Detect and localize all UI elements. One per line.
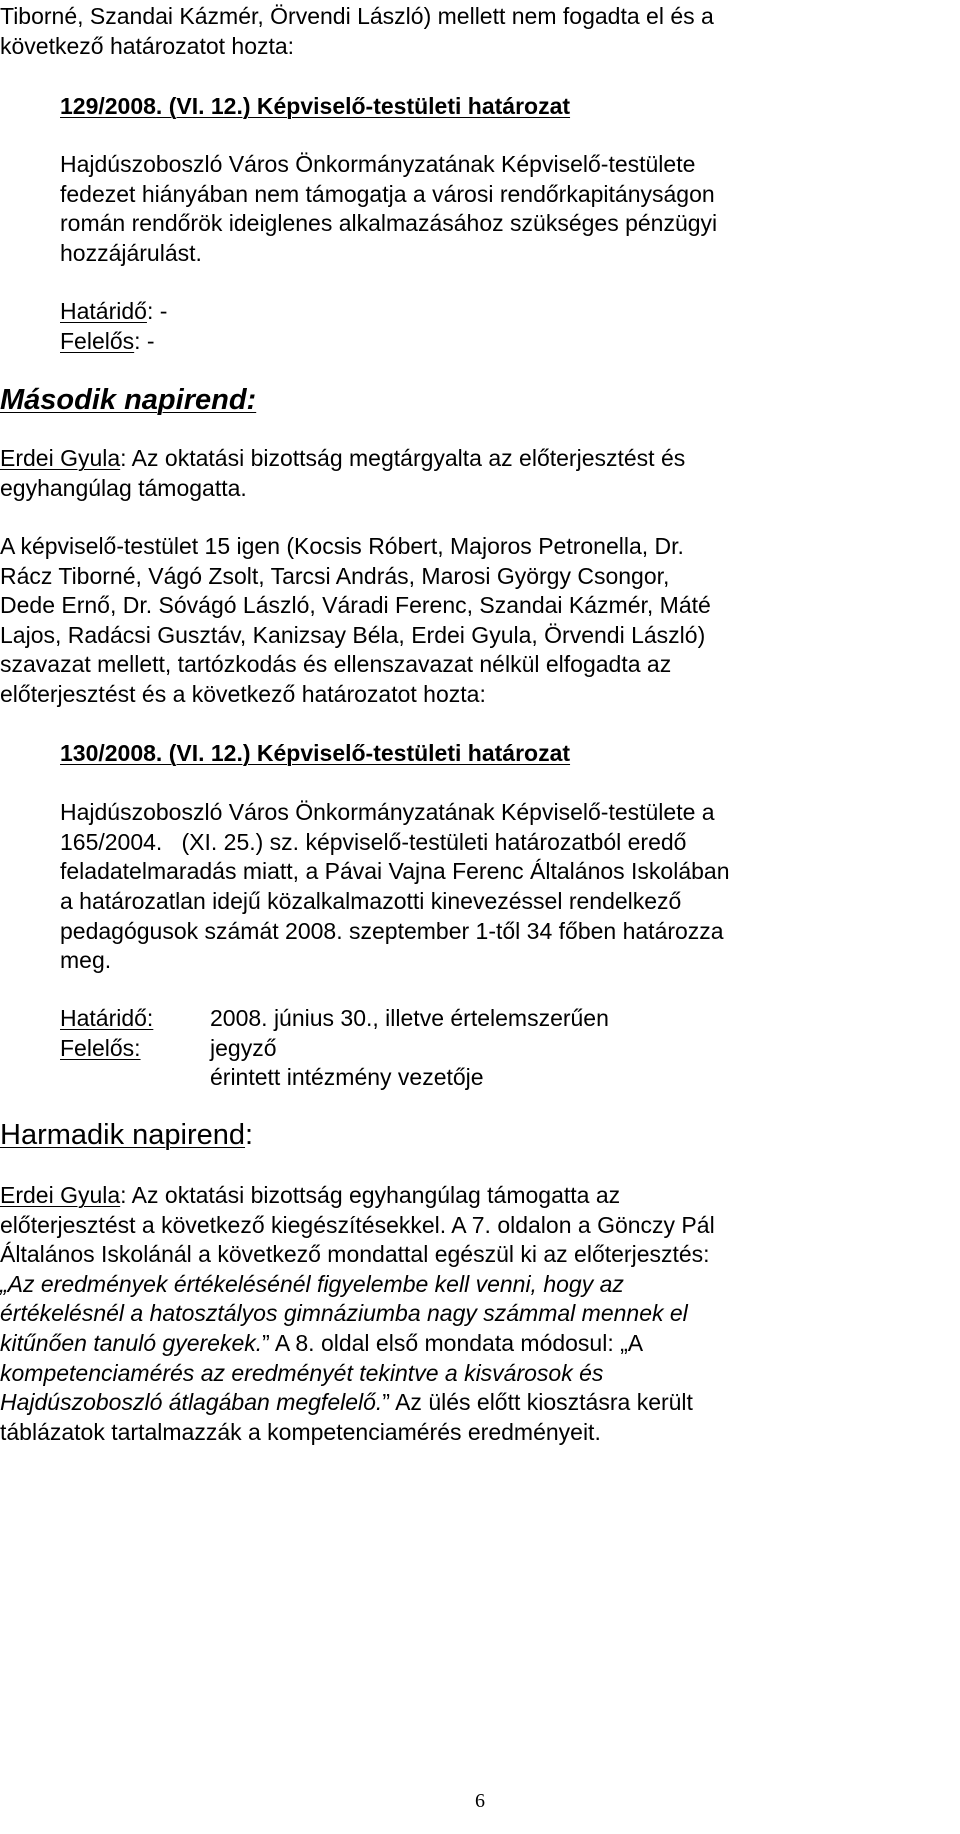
resolution-129-body-2: fedezet hiányában nem támogatja a városi rendőrkapitányságon — [60, 181, 715, 207]
responsible-label: Felelős — [60, 328, 135, 354]
resolution-129-body-1: Hajdúszoboszló Város Önkormányzatának Képviselő-testülete — [60, 151, 696, 177]
page-number: 6 — [475, 1790, 485, 1812]
third-agenda-line-2: előterjesztést a következő kiegészítésekkel. A 7. oldalon a Gönczy Pál — [0, 1212, 715, 1238]
deadline-value: : - — [146, 298, 168, 324]
resolution-130-responsible-value-1: jegyző — [210, 1035, 277, 1061]
resolution-130-body-3: feladatelmaradás miatt, a Pávai Vajna Ferenc Általános Iskolában — [60, 858, 730, 884]
vote-line-3: Dede Ernő, Dr. Sóvágó László, Váradi Ferenc, Szandai Kázmér, Máté — [0, 592, 711, 618]
intro-line-2: következő határozatot hozta: — [0, 33, 295, 59]
speaker-name: Erdei Gyula — [0, 445, 121, 471]
third-agenda-line-5: értékelésnél a hatosztályos gimnáziumba nagy számmal mennek el — [0, 1300, 688, 1326]
vote-line-2: Rácz Tiborné, Vágó Zsolt, Tarcsi András, Marosi György Csongor, — [0, 563, 670, 589]
vote-line-6: előterjesztést és a következő határozatot hozta: — [0, 681, 486, 707]
third-agenda-line-9: táblázatok tartalmazzák a kompetenciamérés eredményeit. — [0, 1419, 601, 1445]
resolution-130-deadline-value: 2008. június 30., illetve értelemszerűen — [210, 1005, 609, 1031]
resolution-130-responsible-label: Felelős: — [60, 1035, 141, 1061]
resolution-130-responsible-value-2: érintett intézmény vezetője — [210, 1064, 484, 1090]
vote-line-5: szavazat mellett, tartózkodás és ellenszavazat nélkül elfogadta az — [0, 651, 672, 677]
third-agenda-line-6 — [0, 1329, 643, 1358]
responsible-value: : - — [134, 328, 155, 354]
resolution-130-body-1: Hajdúszoboszló Város Önkormányzatának Képviselő-testülete a — [60, 799, 715, 825]
intro-line-1: Tiborné, Szandai Kázmér, Örvendi László) mellett nem fogadta el és a — [0, 3, 714, 29]
resolution-130-title: 130/2008. (VI. 12.) Képviselő-testületi határozat — [60, 740, 571, 766]
third-agenda-heading — [0, 1117, 253, 1153]
third-agenda-line-8 — [0, 1388, 693, 1417]
third-agenda-heading-text: Harmadik napirend — [0, 1119, 246, 1151]
vote-line-1: A képviselő-testület 15 igen (Kocsis Róbert, Majoros Petronella, Dr. — [0, 533, 684, 559]
deadline-label: Határidő — [60, 298, 147, 324]
resolution-130-body-5: pedagógusok számát 2008. szeptember 1-től 34 főben határozza — [60, 918, 724, 944]
resolution-129-body-4: hozzájárulást. — [60, 240, 202, 266]
resolution-129-body-3: román rendőrök ideiglenes alkalmazásához szükséges pénzügyi — [60, 210, 718, 236]
second-agenda-line-2: egyhangúlag támogatta. — [0, 475, 247, 501]
resolution-130-deadline-label: Határidő: — [60, 1005, 154, 1031]
third-agenda-line-3: Általános Iskolánál a következő mondattal egészül ki az előterjesztés: — [0, 1241, 710, 1267]
third-agenda-line-8-italic: Hajdúszoboszló átlagában megfelelő. — [0, 1389, 383, 1415]
second-agenda-line-1-rest: : Az oktatási bizottság megtárgyalta az előterjesztést és — [120, 445, 686, 471]
second-agenda-line-1 — [0, 444, 685, 473]
speaker-name: Erdei Gyula — [0, 1182, 121, 1208]
resolution-129-title: 129/2008. (VI. 12.) Képviselő-testületi határozat — [60, 93, 571, 119]
resolution-129-responsible — [60, 327, 155, 356]
third-agenda-line-1-rest: : Az oktatási bizottság egyhangúlag támogatta az — [120, 1182, 621, 1208]
third-agenda-line-6-rest: ” A 8. oldal első mondata módosul: „A — [262, 1330, 644, 1356]
second-agenda-heading: Második napirend: — [0, 384, 257, 416]
resolution-130-body-6: meg. — [60, 947, 112, 973]
resolution-130-body-4: a határozatlan idejű közalkalmazotti kinevezéssel rendelkező — [60, 888, 682, 914]
third-agenda-line-1 — [0, 1181, 620, 1210]
third-agenda-line-8-rest: ” Az ülés előtt kiosztásra került — [382, 1389, 693, 1415]
third-agenda-line-4: „Az eredmények értékelésénél figyelembe kell venni, hogy az — [0, 1271, 624, 1297]
third-agenda-heading-colon: : — [245, 1119, 254, 1151]
vote-line-4: Lajos, Radácsi Gusztáv, Kanizsay Béla, Erdei Gyula, Örvendi László) — [0, 622, 706, 648]
resolution-130-body-2: 165/2004. (XI. 25.) sz. képviselő-testületi határozatból eredő — [60, 829, 687, 855]
third-agenda-line-6-italic: kitűnően tanuló gyerekek. — [0, 1330, 263, 1356]
third-agenda-line-7: kompetenciamérés az eredményét tekintve a kisvárosok és — [0, 1360, 604, 1386]
resolution-129-deadline — [60, 297, 167, 326]
